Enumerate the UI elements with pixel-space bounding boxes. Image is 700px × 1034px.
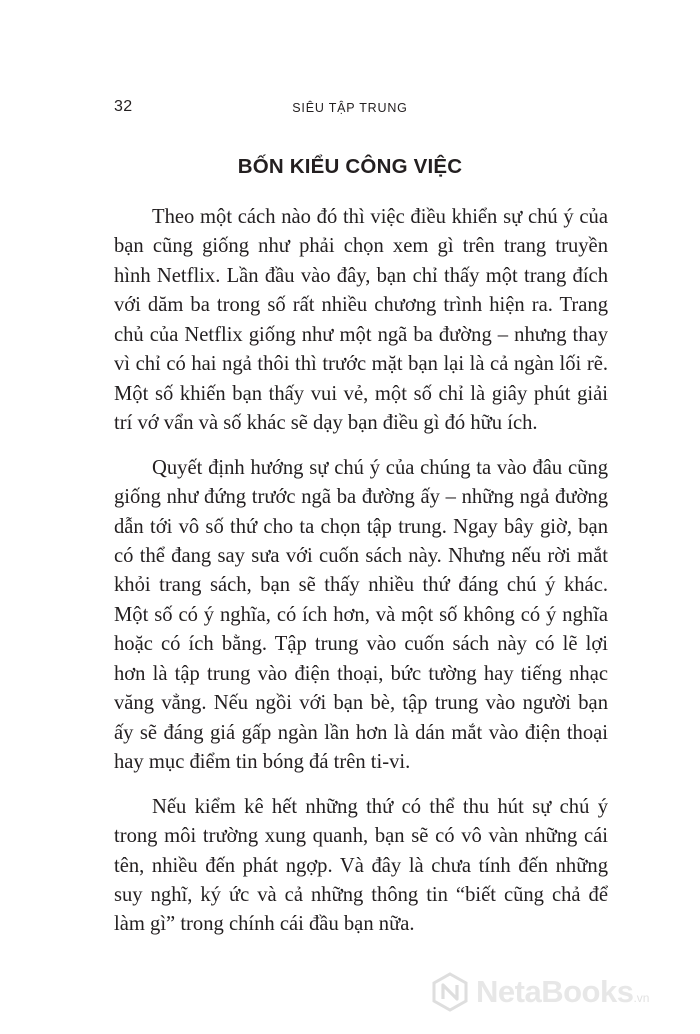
body-text [114,203,608,940]
watermark-brand [476,974,649,1010]
netabooks-logo-icon [430,972,470,1012]
watermark-suffix: .vn [633,991,650,1005]
paragraph-1: Theo một cách nào đó thì việc điều khiển sự chú ý của bạn cũng giống như phải chọn xem gì trên trang truyền hình Netflix. Lần đầu vào đây, bạn chỉ thấy một trang đích với dăm ba trong số rất nhiều chương trình hiện ra. Trang chủ của Netflix giống như một ngã ba đường – nhưng thay vì chỉ có hai ngả thôi thì trước mặt bạn lại là cả ngàn lối rẽ. Một số khiến bạn thấy vui vẻ, một số chỉ là giây phút giải trí vớ vẩn và số khác sẽ dạy bạn điều gì đó hữu ích. [114,206,608,435]
paragraph-3: Nếu kiểm kê hết những thứ có thể thu hút sự chú ý trong môi trường xung quanh, bạn sẽ có vô vàn những cái tên, nhiều đến phát ngợp. Và đây là chưa tính đến những suy nghĩ, ký ức và cả những thông tin “biết cũng chả để làm gì” trong chính cái đầu bạn nữa. [114,795,608,936]
watermark-brand-name: NetaBooks [476,974,634,1009]
paragraph-2: Quyết định hướng sự chú ý của chúng ta vào đâu cũng giống như đứng trước ngã ba đường ấy – những ngả đường dẫn tới vô số thứ cho ta chọn tập trung. Ngay bây giờ, bạn có thể đang say sưa với cuốn sách này. Nhưng nếu rời mắt khỏi trang sách, bạn sẽ thấy nhiều thứ đáng chú ý khác. Một số có ý nghĩa, có ích hơn, và một số không có ý nghĩa hoặc có ích bằng. Tập trung vào cuốn sách này có lẽ lợi hơn là tập trung vào điện thoại, bức tường hay tiếng nhạc văng vẳng. Nếu ngồi với bạn bè, tập trung vào người bạn ấy sẽ đáng giá gấp ngàn lần hơn là dán mắt vào điện thoại hay mục điểm tin bóng đá trên ti-vi. [114,456,608,774]
chapter-heading: BỐN KIỂU CÔNG VIỆC [237,155,463,178]
running-title: SIÊU TẬP TRUNG [292,101,408,115]
watermark [430,972,649,1012]
page-number: 32 [114,98,133,115]
